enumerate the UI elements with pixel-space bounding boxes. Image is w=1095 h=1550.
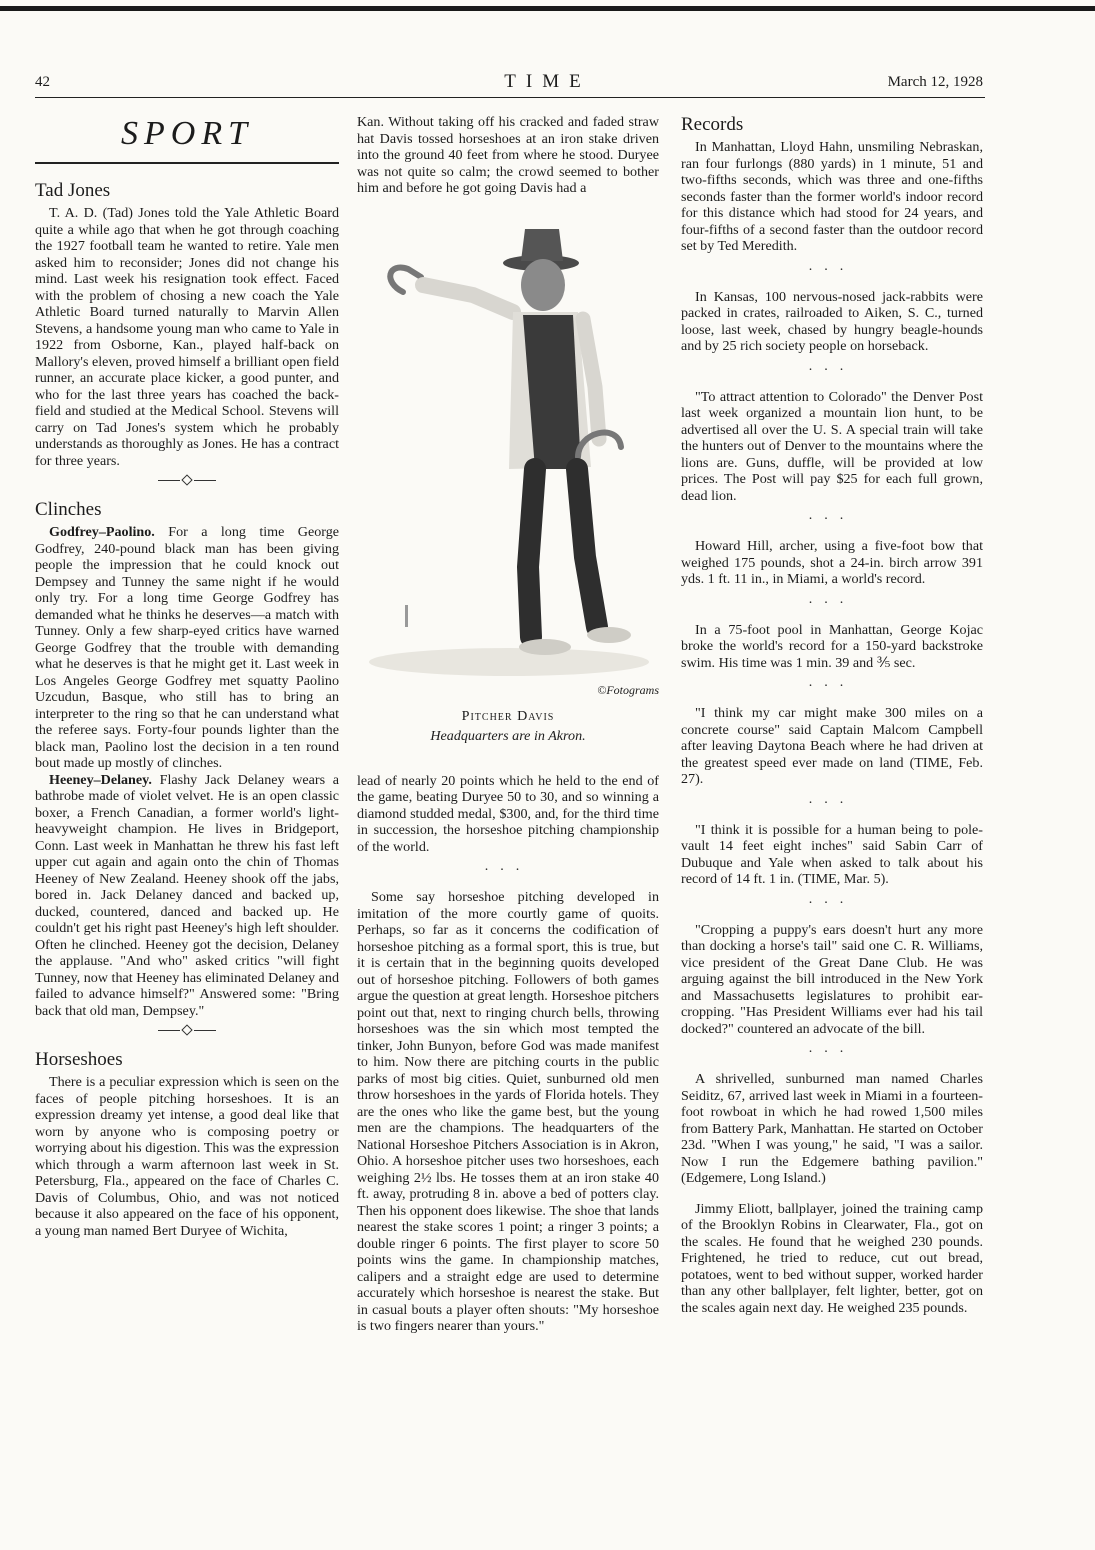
dot-separator: ... — [808, 257, 856, 274]
article-body-heeney — [35, 772, 339, 1020]
section-title: SPORT — [121, 115, 253, 152]
article-title-horseshoes: Horseshoes — [35, 1049, 123, 1070]
records-item-2: In Kansas, 100 nervous-nosed jack-rabbits were packed in crates, railroaded to Aiken, S. C., turned loose, last week, chased by hungry beagle-hounds and by 25 rich society people on horseback. — [681, 288, 983, 354]
article-continuation: Kan. Without taking off his cracked and faded straw hat Davis tossed horseshoes at an iron stake driven into the ground 40 feet from where he stood. Duryee was not quite so calm; the crowd seemed to bother him and before he got going Davis had a — [357, 114, 659, 196]
article-body-some-say: Some say horseshoe pitching developed in imitation of the more courtly game of quoits. Perhaps, so far as it concerns the codification of horseshoe pitching as a formal sport, this is true, but it is certain that in the beginning quoits developed out of horseshoe pitching. Followers of both games argue the question at great length. Horseshoe pitchers point out that, next to ringing church bells, throwing horseshoes was the sin which most tempted the tinker, John Bunyon, before God was made manifest to him. Now there are pitching courts in the public parks of most big cities. Quiet, sunburned old men throw horseshoes in the yards of Florida hotels. They are the ones who like the game best, but the young men are the champions. The headquarters of the National Horseshoe Pitchers Association is in Akron, Ohio. A horseshoe pitcher uses two horseshoes, each weighing 2½ lbs. He tosses them at an iron stake 40 ft. away, protruding 8 in. above a bed of potters clay. Then his opponent does likewise. The shoe that lands nearest the stake scores 1 point; a ringer 3 points; a double ringer 6 points. The first player to score 50 points wins the game. In championship matches, calipers and a straight edge are used to determine accurately which horseshoe is nearest the stake. But in casual bouts a player often shouts: "My horseshoe is two fingers nearer than yours." — [357, 889, 659, 1334]
dot-separator: ... — [808, 357, 856, 374]
article-body-horseshoes: There is a peculiar expression which is seen on the faces of people pitching horseshoes. It is an expression dreamy yet intense, a good deal like that worn by anyone who is composing poetry or worrying about his digestion. This was the expression which through a warm afternoon last week in St. Petersburg, Fla., appeared on the face of Charles C. Davis of Columbus, Ohio, and was not noticed because it also appeared on the face of his opponent, a young man named Bert Duryee of Wichita, — [35, 1074, 339, 1239]
records-item-8: "Cropping a puppy's ears doesn't hurt any more than docking a horse's tail" said one C. R. Williams, vice president of the Great Dane Club. He was arguing against the bill introduced in the New York and Massachusetts legislatures to prohibit ear-cropping. "Has President Williams ever had his tail docked?" countered an advocate of the bill. — [681, 921, 983, 1037]
records-item-6: "I think my car might make 300 miles on a concrete course" said Captain Malcom Campbell after leaving Daytona Beach where he had driven at the greatest speed ever made on land (TIME, Feb. 27). — [681, 705, 983, 787]
records-item-5: In a 75-foot pool in Manhattan, George Kojac broke the world's record for a 150-yard backstroke swim. His time was 1 min. 39 and ⅗ sec. — [681, 621, 983, 671]
godfrey-text: For a long time George Godfrey, 240-pound black man has been giving people the impression that he could knock out Dempsey and Tunney the same night if he would only try. For a long time George Godfrey has demanded what he thinks he deserves—a match with Tunney. Only a few sharp-eyed critics have warned George Godfrey that the trouble with demanding what he deserves is that he might get it. Last week in Los Angeles George Godfrey met squatty Paolino Uzcudun, Basque, who still has to bring an interpreter to the ring so that he can understand what the referee says. Forty-four pounds lighter than the black man, Paolino lost the decision in a ten round bout made up mostly of clinches. — [35, 524, 339, 771]
photo-credit: ©Fotograms — [597, 683, 659, 697]
dot-separator: ... — [808, 1040, 856, 1056]
article-body-lead: lead of nearly 20 points which he held to the end of the game, beating Duryee 50 to 30, and so winning a diamond studded medal, $300, and, for the third time in succession, the horseshoe pitching championship of the world. — [357, 772, 659, 855]
run-in-heeney: Heeney–Delaney. — [49, 771, 152, 788]
article-title-records: Records — [681, 114, 744, 135]
dot-separator: ... — [808, 590, 856, 607]
heeney-text: Flashy Jack Delaney wears a bathrobe made of violet velvet. He is an open classic boxer, a French Canadian, a former world's light-heavyweight champion. He lives in Bridgeport, Conn. Last week in Manhattan he threw his fast left upper cut again and again onto the chin of Thomas Heeney of New Zealand. Heeney shook off the jabs, bored in. Jack Delaney danced and backed up, ducked, countered, danced and backed up. He couldn't get his right past Heeney's high left shoulder. Often he clinched. Heeney got the decision, Delaney the applause. "And who" asked critics "will fight Tunney, now that Heeney has eliminated Delaney and failed to advance himself?" Answered some: "Bring back that old man, Dempsey." — [35, 771, 339, 1019]
dot-separator: ... — [808, 674, 856, 690]
magazine-title: TIME — [504, 71, 591, 92]
article-title-tad-jones: Tad Jones — [35, 180, 111, 201]
run-in-godfrey: Godfrey–Paolino. — [49, 524, 155, 540]
records-item-9: A shrivelled, sunburned man named Charles Seiditz, 67, arrived last week in Miami in a fourteen-foot rowboat in which he had rowed 1,500 miles from Battery Park, Manhattan. He started on October 23d. "When I was young," he said, "I was a sailor. Now I run the Edgemere bathing pavilion." (Edgemere, Long Island.) — [681, 1071, 983, 1186]
column-2 — [357, 114, 659, 1335]
records-item-3: "To attract attention to Colorado" the Denver Post last week organized a mountain lion hunt, to be advertised all over the U. S. A special train will take the hunters out of Denver to the mountains where the lions are. Guns, duffle, will be provided at low prices. The Post will pay $25 for each full grown, dead lion. — [681, 388, 983, 504]
dot-separator: ... — [484, 858, 532, 874]
records-item-7: "I think it is possible for a human being to pole-vault 14 feet eight inches" said Sabin Carr of Dubuque and Yale when asked to talk about his record of 14 ft. 1 in. (TIME, Mar. 5). — [681, 821, 983, 887]
records-item-10: Jimmy Eliott, ballplayer, joined the training camp of the Brooklyn Robins in Clearwater, Fla., got on the scales. He found that he weighed 230 pounds. Frightened, he tried to reduce, cut out bread, potatoes, went to bed without supper, worked harder than any other ballplayer, felt lighter, better, got on the scales again next day. He weighed 235 pounds. — [681, 1200, 983, 1316]
photo-caption-name: Pitcher Davis — [461, 707, 555, 724]
records-item-4: Howard Hill, archer, using a five-foot bow that weighed 175 pounds, shot a 24-in. birch arrow 391 yds. 1 ft. 11 in., in Miami, a world's record. — [681, 538, 983, 587]
records-item-1: In Manhattan, Lloyd Hahn, unsmiling Nebraskan, ran four furlongs (880 yards) in 1 minute, 51 and two-fifths seconds, which was three and one-fifths seconds faster than the former world's indoor record for this distance which had stood for 24 years, and four-fifths of a second faster than the outdoor record set by Ted Meredith. — [681, 139, 983, 254]
column-3 — [681, 114, 983, 1316]
ornament-divider — [35, 1025, 339, 1035]
article-body-tad-jones: T. A. D. (Tad) Jones told the Yale Athletic Board quite a while ago that when he got through coaching the 1927 football team he wanted to retire. Yale men asked him to reconsider; Jones did not change his mind. Last week his resignation took effect. Faced with the problem of chosing a new coach the Yale Athletic Board turned naturally to Marvin Allen Stevens, a handsome young man who came to Yale in 1922 from Osborne, Kan., played half-back on Mallory's eleven, proved himself a brilliant open field runner, an accurate place kicker, a good punter, and who for the last three years has coached the back-field and studied at the Medical School. Stevens will carry on Tad Jones's system which he probably understands as thoroughly as Jones. He has a contract for three years. — [35, 205, 339, 469]
article-body-godfrey — [35, 524, 339, 772]
ornament-divider — [35, 475, 339, 485]
issue-date: March 12, 1928 — [887, 74, 983, 90]
photo-caption: Headquarters are in Akron. — [430, 728, 586, 744]
page-number: 42 — [35, 74, 50, 90]
column-1 — [35, 114, 339, 1239]
article-title-clinches: Clinches — [35, 499, 102, 520]
photo-pitcher-davis — [363, 207, 655, 677]
dot-separator: ... — [808, 507, 856, 523]
dot-separator: ... — [808, 790, 856, 807]
section-rule — [35, 162, 339, 164]
header-rule — [35, 97, 985, 98]
top-rule — [0, 6, 1095, 11]
dot-separator: ... — [808, 890, 856, 907]
